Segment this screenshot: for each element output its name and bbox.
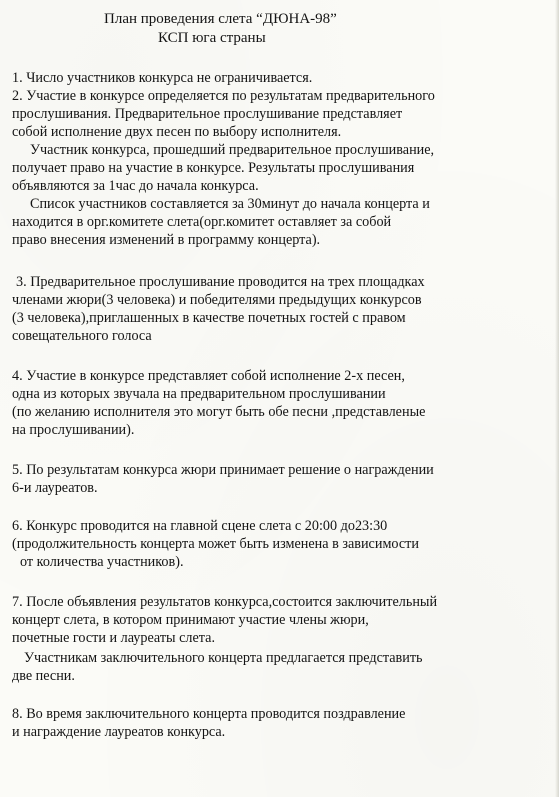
item-8-line: и награждение лауреатов конкурса. — [12, 724, 226, 740]
document-title: План проведения слета “ДЮНА-98” — [104, 11, 337, 27]
item-2-line: находится в орг.комитете слета(орг.комитет оставляет за собой — [12, 214, 392, 230]
item-2-line: собой исполнение двух песен по выбору исполнителя. — [12, 124, 342, 140]
page-edge-shadow — [555, 0, 559, 797]
item-1-line: 1. Число участников конкурса не ограничивается. — [12, 70, 313, 86]
item-5-line: 5. По результатам конкурса жюри принимает решение о награждении — [12, 462, 434, 478]
document-subtitle: КСП юга страны — [158, 30, 266, 46]
item-2-line: Участник конкурса, прошедший предварительное прослушивание, — [30, 142, 435, 158]
item-2-line: прослушивания. Предварительное прослушивание представляет — [12, 106, 403, 122]
item-2-line: 2. Участие в конкурсе определяется по результатам предварительного — [12, 88, 435, 104]
item-5-line: 6-и лауреатов. — [12, 480, 98, 496]
item-4-line: 4. Участие в конкурсе представляет собой исполнение 2-х песен, — [12, 368, 405, 384]
item-3-line: членами жюри(3 человека) и победителями предыдущих конкурсов — [12, 292, 422, 308]
item-2-line: объявляются за 1час до начала конкурса. — [12, 178, 259, 194]
item-7-line: концерт слета, в котором принимают участие члены жюри, — [12, 612, 369, 628]
item-4-line: (по желанию исполнителя это могут быть обе песни ,представленые — [12, 404, 426, 420]
item-8-line: 8. Во время заключительного концерта проводится поздравление — [12, 706, 406, 722]
item-4-line: на прослушивании). — [12, 422, 135, 438]
item-6-line: от количества участников). — [20, 554, 184, 570]
item-3-line: 3. Предварительное прослушивание проводится на трех площадках — [16, 274, 425, 290]
item-7-line: две песни. — [12, 668, 75, 684]
item-6-line: 6. Конкурс проводится на главной сцене слета с 20:00 до23:30 — [12, 518, 388, 534]
item-6-line: (продолжительность концерта может быть изменена в зависимости — [12, 536, 419, 552]
item-7-line: Участникам заключительного концерта предлагается представить — [24, 650, 423, 666]
item-2-line: Список участников составляется за 30минут до начала концерта и — [30, 196, 430, 212]
item-4-line: одна из которых звучала на предварительном прослушивании — [12, 386, 386, 402]
item-3-line: (3 человека),приглашенных в качестве почетных гостей с правом — [12, 310, 406, 326]
item-2-line: право внесения изменений в программу концерта). — [12, 232, 321, 248]
item-3-line: совещательного голоса — [12, 328, 152, 344]
item-2-line: получает право на участие в конкурсе. Результаты прослушивания — [12, 160, 415, 176]
item-7-line: почетные гости и лауреаты слета. — [12, 630, 216, 646]
item-7-line: 7. После объявления результатов конкурса,состоится заключительный — [12, 594, 438, 610]
